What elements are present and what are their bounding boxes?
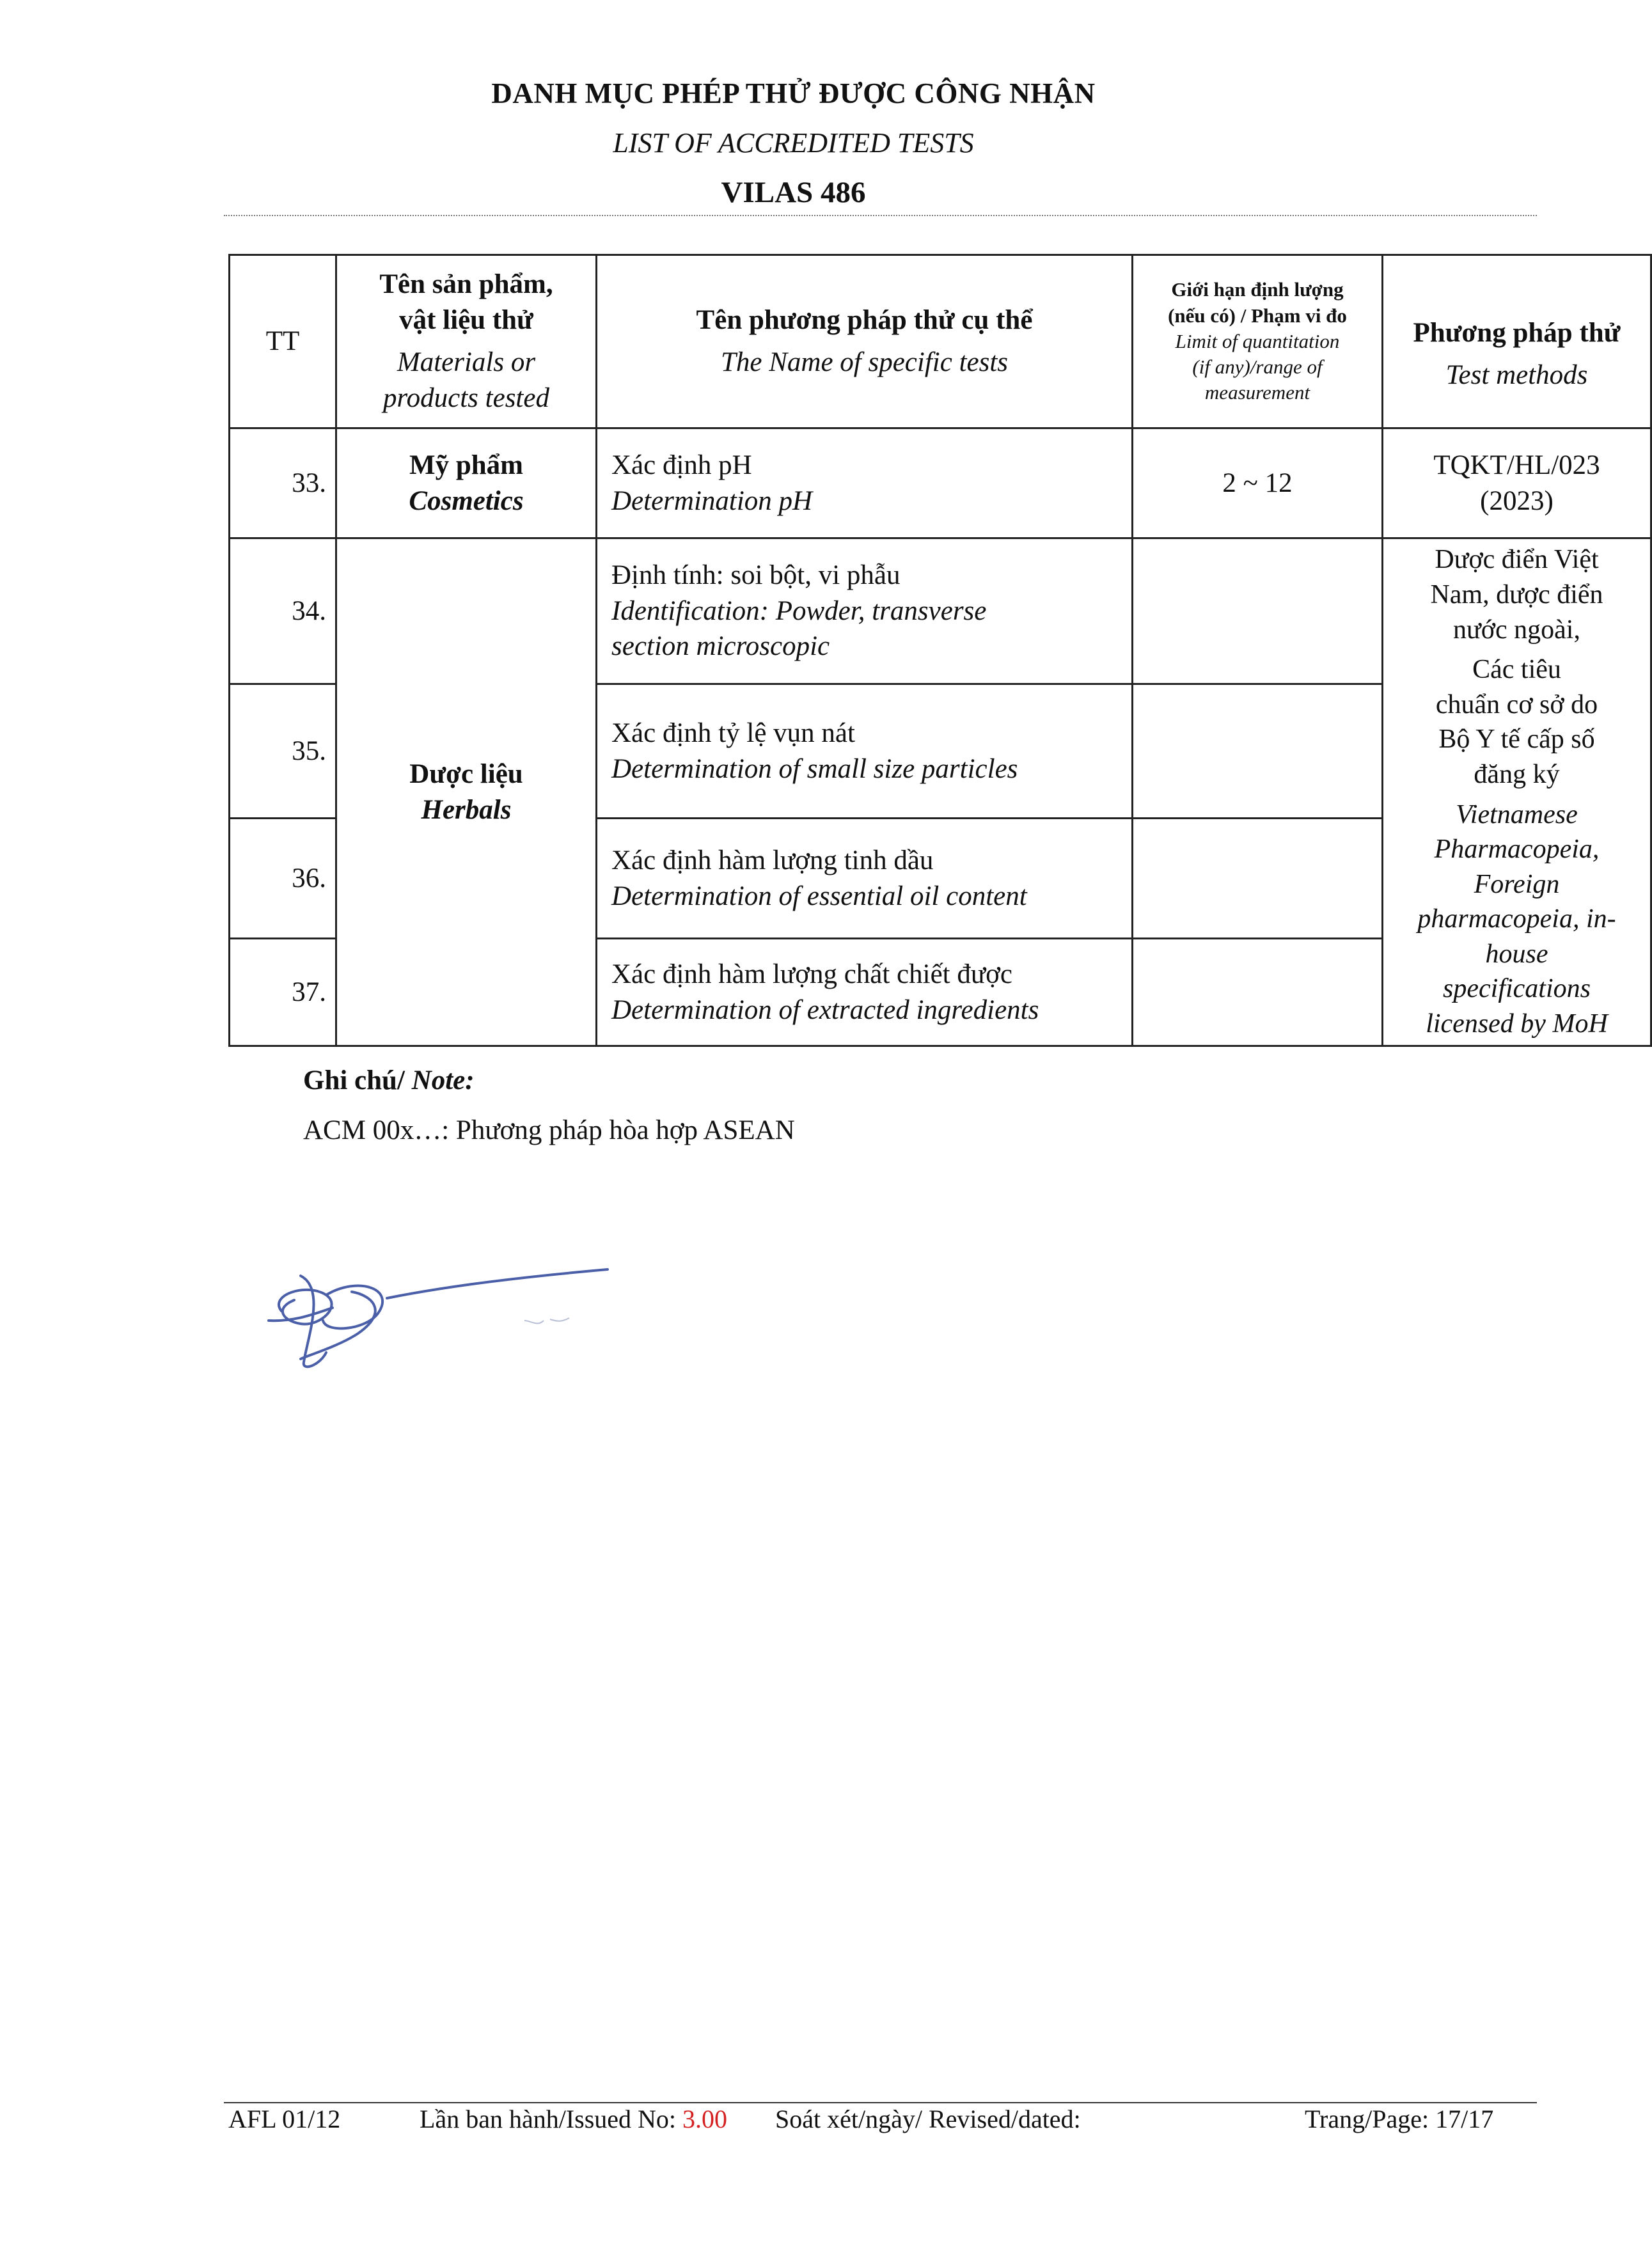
page-title: DANH MỤC PHÉP THỬ ĐƯỢC CÔNG NHẬN — [491, 77, 1096, 109]
header-divider — [224, 215, 1537, 216]
method-vi-line: Bộ Y tế cấp số — [1438, 725, 1595, 755]
header-product — [336, 255, 597, 428]
test-name-vi: Xác định pH — [611, 450, 752, 480]
test-cell — [597, 428, 1133, 538]
table-header-row — [230, 255, 1651, 428]
row-number: 36. — [230, 819, 336, 939]
footer-revised: Soát xét/ngày/ Revised/dated: — [775, 2105, 1081, 2133]
header-limit-vi-2: (nếu có) / Phạm vi đo — [1168, 304, 1347, 327]
footer-divider — [224, 2102, 1537, 2103]
header-limit-en-1: Limit of quantitation — [1175, 329, 1340, 352]
footer-page-number: Trang/Page: 17/17 — [1305, 2105, 1494, 2133]
header-limit-en-2: (if any)/range of — [1192, 356, 1323, 379]
test-name-en: Determination pH — [611, 485, 813, 516]
header-product-vi-1: Tên sản phẩm, — [379, 269, 553, 300]
test-name-vi: Xác định hàm lượng chất chiết được — [611, 959, 1013, 989]
header-method-vi: Phương pháp thử — [1413, 318, 1621, 349]
header-method-en: Test methods — [1445, 360, 1588, 390]
test-name-vi: Xác định hàm lượng tinh dầu — [611, 845, 934, 875]
product-name-vi: Dược liệu — [409, 758, 523, 789]
product-cell — [336, 428, 597, 538]
test-name-en: Determination of essential oil content — [611, 881, 1027, 911]
method-vi-line: chuẩn cơ sở do — [1435, 689, 1598, 719]
method-en-line: Foreign — [1474, 869, 1560, 899]
limit-cell — [1133, 819, 1383, 939]
test-name-en-1: Identification: Powder, transverse — [611, 595, 987, 626]
test-name-vi: Định tính: soi bột, vi phẫu — [611, 560, 901, 590]
header-test — [597, 255, 1133, 428]
limit-cell: 2 ~ 12 — [1133, 428, 1383, 538]
method-vi-line: đăng ký — [1474, 759, 1560, 789]
product-name-en: Cosmetics — [409, 485, 524, 516]
accreditation-code: VILAS 486 — [721, 176, 866, 209]
signature — [230, 1250, 646, 1378]
test-name-en-2: section microscopic — [611, 631, 830, 662]
note-text: ACM 00x…: Phương pháp hòa hợp ASEAN — [303, 1115, 795, 1145]
method-vi-line: Các tiêu — [1472, 655, 1561, 685]
footer-issued-number: 3.00 — [682, 2105, 728, 2133]
header-test-vi: Tên phương pháp thử cụ thể — [696, 305, 1033, 336]
limit-cell — [1133, 538, 1383, 684]
method-vi-line: nước ngoài, — [1453, 615, 1580, 645]
limit-cell — [1133, 939, 1383, 1046]
test-cell — [597, 819, 1133, 939]
product-name-en: Herbals — [421, 794, 512, 825]
test-cell — [597, 684, 1133, 819]
herbals-product-cell — [336, 538, 597, 1046]
footer-issued — [420, 2104, 727, 2134]
note-label-en: Note: — [411, 1065, 475, 1095]
page-subtitle: LIST OF ACCREDITED TESTS — [613, 127, 974, 159]
header-limit — [1133, 255, 1383, 428]
test-name-en: Determination of small size particles — [611, 753, 1018, 784]
method-vi-line: Nam, dược điển — [1430, 579, 1603, 609]
method-en-line: pharmacopeia, in- — [1417, 904, 1616, 934]
header-method — [1383, 255, 1651, 428]
row-number: 33. — [230, 428, 336, 538]
footer-form-code: AFL 01/12 — [228, 2105, 341, 2133]
herbals-method-cell — [1383, 538, 1651, 1046]
method-en-line: Vietnamese — [1456, 799, 1578, 829]
method-en-line: Pharmacopeia, — [1434, 835, 1600, 865]
header-test-en: The Name of specific tests — [720, 347, 1009, 377]
limit-cell — [1133, 684, 1383, 819]
method-en-line: licensed by MoH — [1426, 1009, 1608, 1039]
note-label — [303, 1065, 475, 1096]
method-en-line: house — [1485, 939, 1548, 969]
test-name-vi: Xác định tỷ lệ vụn nát — [611, 718, 855, 748]
table-row — [230, 538, 1651, 684]
test-name-en: Determination of extracted ingredients — [611, 994, 1039, 1025]
method-name-2: (2023) — [1480, 485, 1554, 516]
header-product-vi-2: vật liệu thử — [399, 305, 533, 336]
row-number: 35. — [230, 684, 336, 819]
note-label-vi: Ghi chú/ — [303, 1065, 405, 1095]
header-tt: TT — [230, 255, 336, 428]
header-product-en-1: Materials or — [397, 347, 536, 377]
product-name-vi: Mỹ phẩm — [409, 450, 523, 480]
method-vi-line: Dược điển Việt — [1435, 545, 1599, 575]
footer-issued-label: Lần ban hành/Issued No: — [420, 2105, 683, 2133]
test-cell — [597, 538, 1133, 684]
header-limit-vi-1: Giới hạn định lượng — [1171, 278, 1344, 301]
test-cell — [597, 939, 1133, 1046]
method-name-1: TQKT/HL/023 — [1433, 450, 1600, 480]
method-cell — [1383, 428, 1651, 538]
row-number: 37. — [230, 939, 336, 1046]
header-limit-en-3: measurement — [1204, 381, 1310, 404]
table-row — [230, 428, 1651, 538]
row-number: 34. — [230, 538, 336, 684]
header-product-en-2: products tested — [383, 382, 549, 413]
accredited-tests-table — [228, 254, 1652, 1047]
method-en-line: specifications — [1443, 974, 1591, 1004]
